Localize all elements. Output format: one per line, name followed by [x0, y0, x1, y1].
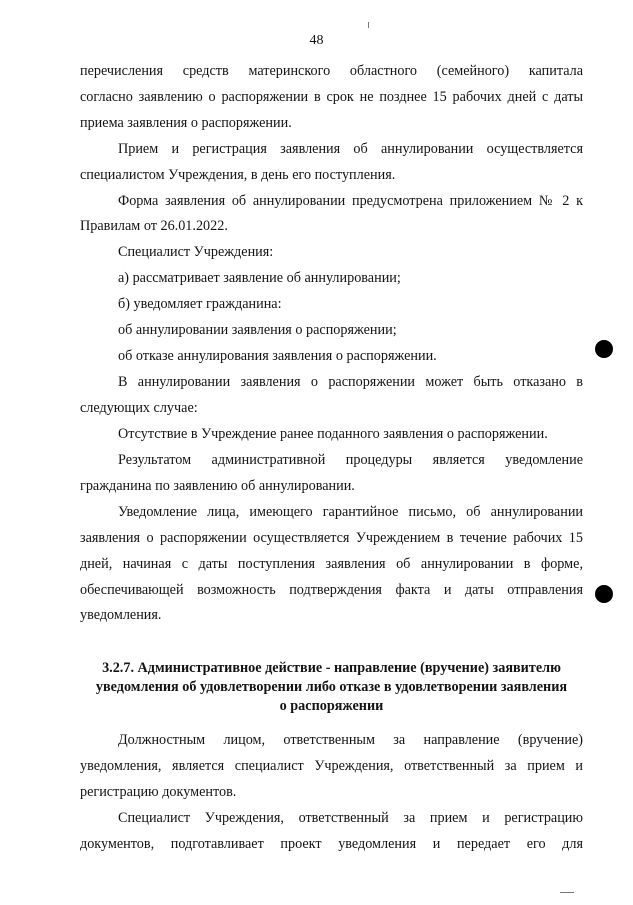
- paragraph-line: следующих случае:: [80, 400, 198, 416]
- punch-hole-mark: [595, 340, 613, 358]
- paragraph-line: В аннулировании заявления о распоряжении может быть отказано в: [118, 374, 583, 390]
- paragraph-line: регистрацию документов.: [80, 784, 237, 800]
- paragraph-line: уведомления.: [80, 607, 162, 623]
- paragraph-line: Уведомление лица, имеющего гарантийное письмо, об аннулировании: [118, 504, 583, 520]
- list-item: б) уведомляет гражданина:: [118, 296, 282, 312]
- paragraph-line: Должностным лицом, ответственным за направление (вручение): [118, 732, 583, 748]
- paragraph-line: дней, начиная с даты поступления заявления об аннулировании в форме,: [80, 556, 583, 572]
- paragraph-line: приема заявления о распоряжении.: [80, 115, 292, 131]
- paragraph-line: специалистом Учреждения, в день его поступления.: [80, 167, 396, 183]
- paragraph-line: Результатом административной процедуры является уведомление: [118, 452, 583, 468]
- paragraph-line: документов, подготавливает проект уведомления и передает его для: [80, 836, 583, 852]
- heading-line: уведомления об удовлетворении либо отказе в удовлетворении заявления: [95, 679, 568, 695]
- list-intro: Специалист Учреждения:: [118, 244, 274, 260]
- heading-line: о распоряжении: [279, 698, 384, 714]
- paragraph-line: согласно заявлению о распоряжении в срок не позднее 15 рабочих дней с даты: [80, 89, 583, 105]
- paragraph-line: перечисления средств материнского областного (семейного) капитала: [80, 63, 583, 79]
- page-number: 48: [309, 33, 324, 48]
- paragraph-line: гражданина по заявлению об аннулировании.: [80, 478, 355, 494]
- paragraph-line: заявления о распоряжении осуществляется Учреждением в течение рабочих 15: [80, 530, 583, 546]
- list-subitem: об аннулировании заявления о распоряжении;: [118, 322, 397, 338]
- list-subitem: об отказе аннулирования заявления о распоряжении.: [118, 348, 437, 364]
- punch-hole-mark: [595, 585, 613, 603]
- scan-speck: [368, 22, 369, 28]
- paragraph-line: обеспечивающей возможность подтверждения факта и даты отправления: [80, 582, 583, 598]
- paragraph-line: Отсутствие в Учреждение ранее поданного заявления о распоряжении.: [118, 426, 548, 442]
- paragraph-line: Форма заявления об аннулировании предусмотрена приложением № 2 к: [118, 193, 583, 209]
- scan-speck: [560, 892, 574, 893]
- list-item: а) рассматривает заявление об аннулировании;: [118, 270, 401, 286]
- paragraph-line: Специалист Учреждения, ответственный за прием и регистрацию: [118, 810, 583, 826]
- paragraph-line: Прием и регистрация заявления об аннулировании осуществляется: [118, 141, 583, 157]
- heading-line: 3.2.7. Административное действие - направление (вручение) заявителю: [102, 660, 561, 676]
- paragraph-line: уведомления, является специалист Учреждения, ответственный за прием и: [80, 758, 583, 774]
- paragraph-line: Правилам от 26.01.2022.: [80, 218, 228, 234]
